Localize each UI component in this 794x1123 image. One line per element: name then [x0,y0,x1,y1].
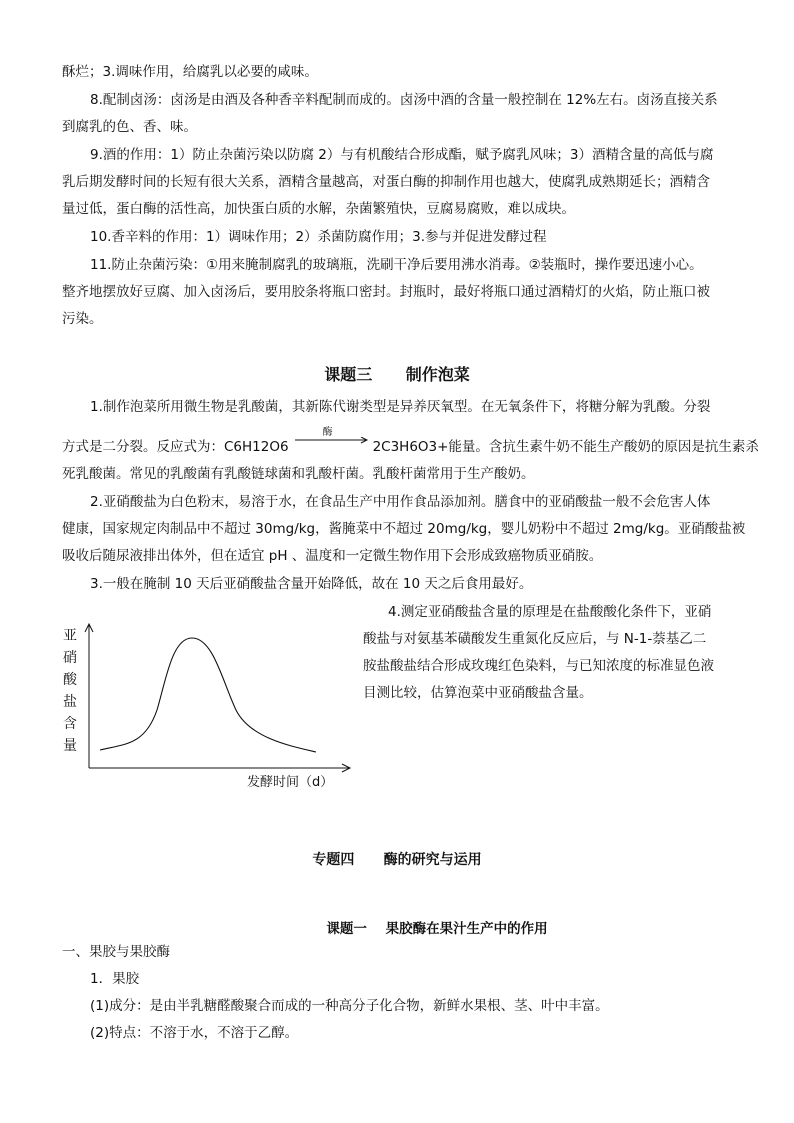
text-line: 2.亚硝酸盐为白色粉末，易溶于水，在食品生产中用作食品添加剂。膳食中的亚硝酸盐一般不会危害人体 [90,494,711,510]
text-line: 乳后期发酵时间的长短有很大关系，酒精含量越高，对蛋白酶的抑制作用也越大，使腐乳成熟期延长；酒精含 [62,174,710,190]
text-line: 目测比较，估算泡菜中亚硝酸盐含量。 [363,685,593,701]
y-axis-label-char: 含 [63,716,77,732]
y-axis-label-char: 盐 [63,694,77,710]
arrow-icon [289,437,373,457]
subsection-heading: 课题一 果胶酶在果汁生产中的作用 [326,921,548,937]
text-line: 11.防止杂菌污染：①用来腌制腐乳的玻璃瓶，洗刷干净后要用沸水消毒。②装瓶时，操作要迅速小心。 [90,257,703,273]
text-line: 健康，国家规定肉制品中不超过 30mg/kg，酱腌菜中不超过 20mg/kg，婴儿奶粉中不超过 2mg/kg。亚硝酸盐被 [62,521,746,537]
text-line: 8.配制卤汤：卤汤是由酒及各种香辛料配制而成的。卤汤中酒的含量一般控制在 12%左右。卤汤直接关系 [90,92,718,108]
text-line: 9.酒的作用：1）防止杂菌污染以防腐 2）与有机酸结合形成酯，赋予腐乳风味；3）酒精含量的高低与腐 [90,147,714,163]
formula-product: 2C3H6O3+能量。含抗生素牛奶不能生产酸奶的原因是抗生素杀 [372,439,759,455]
section-heading: 专题四 酶的研究与运用 [312,852,482,868]
text-line: 死乳酸菌。常见的乳酸菌有乳酸链球菌和乳酸杆菌。乳酸杆菌常用于生产酸奶。 [62,466,535,482]
y-axis-label-char: 亚 [63,628,77,644]
y-axis-label-char: 硝 [63,650,77,666]
text-line: 1.制作泡菜所用微生物是乳酸菌，其新陈代谢类型是异养厌氧型。在无氧条件下，将糖分解为乳酸。分裂 [90,399,711,415]
x-axis-arrow [342,764,350,772]
text-line: 整齐地摆放好豆腐、加入卤汤后，要用胶条将瓶口密封。封瓶时，最好将瓶口通过酒精灯的火焰，防止瓶口被 [62,284,710,300]
formula-reactant: 方式是二分裂。反应式为：C6H12O6 [62,439,289,455]
text-line [62,427,759,457]
text-line: 酸盐与对氨基苯磺酸发生重氮化反应后，与 N-1-萘基乙二 [363,631,707,647]
text-line: 3.一般在腌制 10 天后亚硝酸盐含量开始降低，故在 10 天之后食用最好。 [90,576,533,592]
text-line: 吸收后随尿液排出体外，但在适宜 pH 、温度和一定微生物作用下会形成致癌物质亚硝胺。 [62,548,603,564]
text-line: 10.香辛料的作用：1）调味作用；2）杀菌防腐作用；3.参与并促进发酵过程 [90,229,547,245]
text-line: 一、果胶与果胶酶 [62,944,170,960]
y-axis-label-char: 酸 [63,672,77,688]
section-heading: 课题三 制作泡菜 [324,365,470,384]
text-line: 污染。 [62,311,103,327]
x-axis-label: 发酵时间（d） [247,775,334,790]
text-line: 4.测定亚硝酸盐含量的原理是在盐酸酸化条件下，亚硝 [388,604,712,620]
enzyme-label: 酶 [322,427,333,438]
y-axis-label-char: 量 [63,738,77,754]
text-line: 酥烂；3.调味作用，给腐乳以必要的咸味。 [62,64,318,80]
text-line: 量过低，蛋白酶的活性高，加快蛋白质的水解，杂菌繁殖快，豆腐易腐败，难以成块。 [62,201,575,217]
text-line: 胺盐酸盐结合形成玫瑰红色染料，与已知浓度的标准显色液 [363,658,714,674]
text-line: 1．果胶 [90,971,140,987]
text-line: (1)成分：是由半乳糖醛酸聚合而成的一种高分子化合物，新鲜水果根、茎、叶中丰富。 [90,998,609,1014]
nitrite-curve [100,638,316,752]
reaction-arrow [289,427,373,457]
text-line: 到腐乳的色、香、味。 [62,119,197,135]
y-axis-arrow [85,624,93,632]
text-line: (2)特点：不溶于水，不溶于乙醇。 [90,1025,299,1041]
